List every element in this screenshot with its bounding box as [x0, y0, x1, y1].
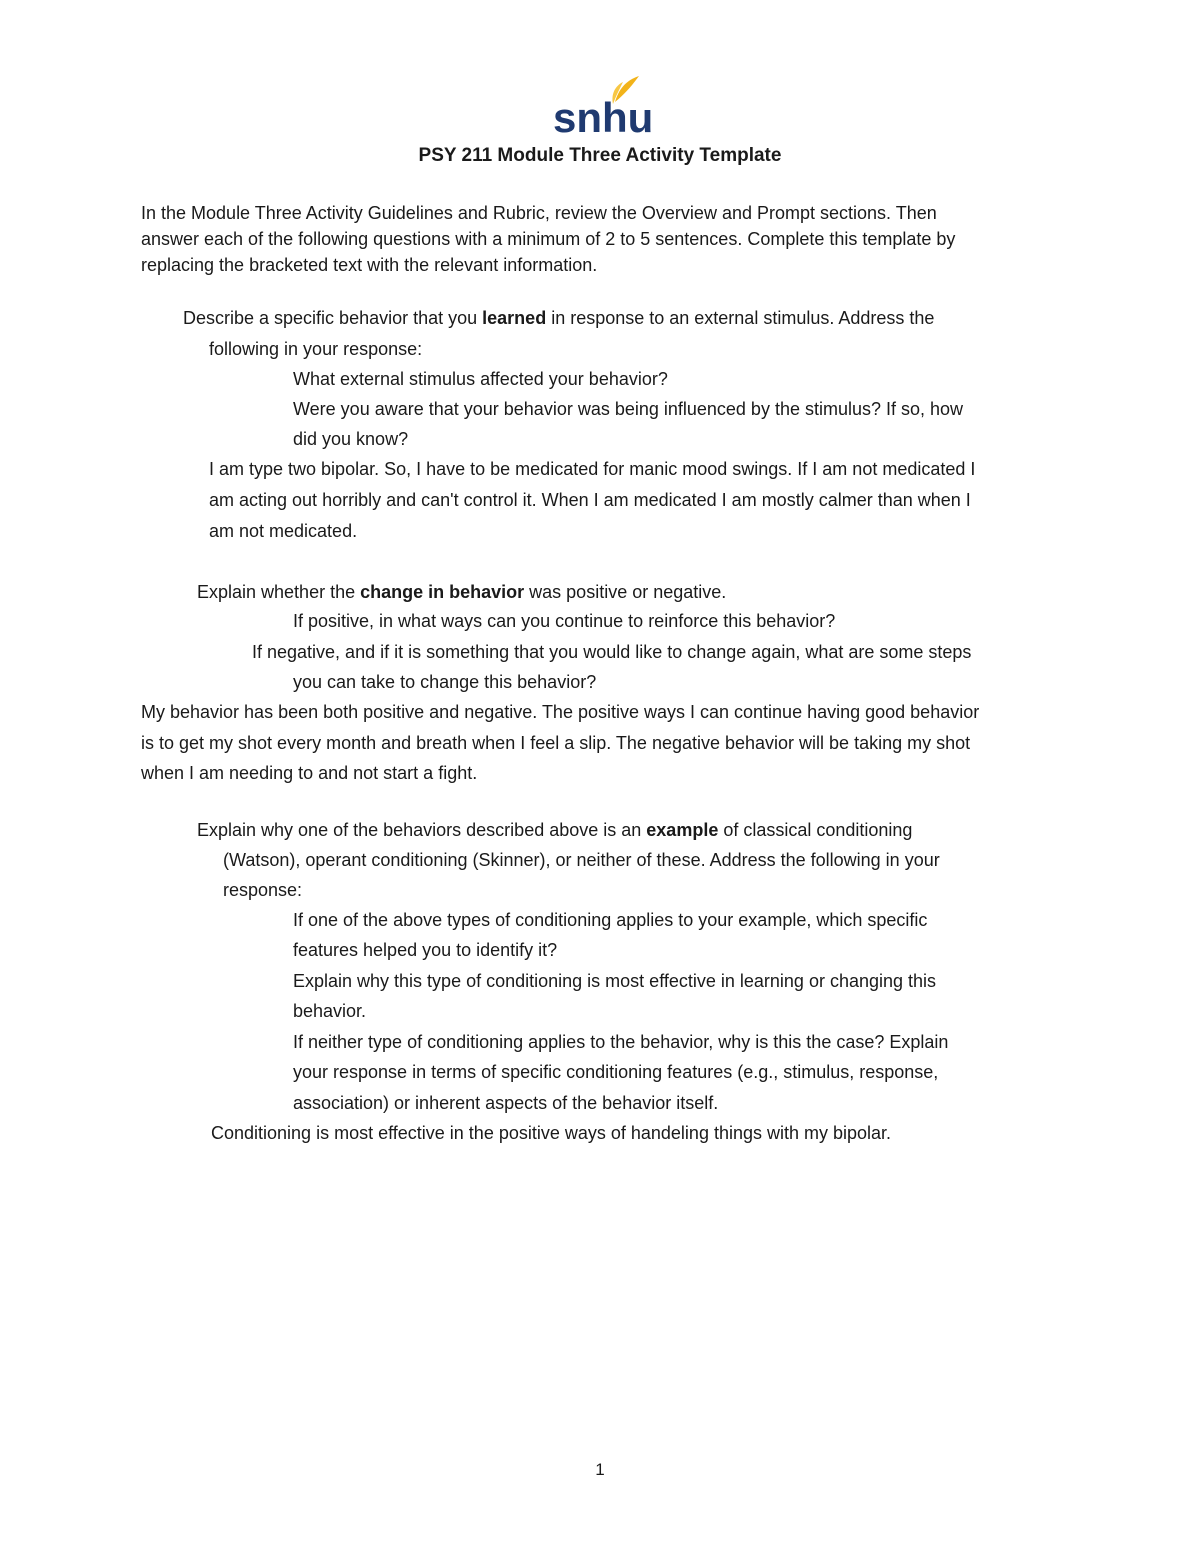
q1-answer-line-3: am not medicated. [209, 521, 358, 541]
q3-bullet-1: If one of the above types of conditioning applies to your example, which specific [293, 910, 928, 930]
q3-prompt-bold: example [646, 820, 719, 840]
q2-answer-line-3: when I am needing to and not start a fight. [141, 763, 478, 783]
page-title: PSY 211 Module Three Activity Template [418, 145, 782, 166]
q3-prompt-line-3: response: [223, 880, 303, 900]
q3-bullet-1-cont: features helped you to identify it? [293, 940, 558, 960]
q1-bullet-2-cont: did you know? [293, 429, 409, 449]
page-number: 1 [595, 1460, 605, 1479]
q2-prompt-text-a: Explain whether the [197, 582, 361, 602]
q2-prompt-bold: change in behavior [360, 582, 525, 602]
q1-answer-line-2: am acting out horribly and can't control it. When I am medicated I am mostly calmer than when I [209, 490, 971, 510]
q1-prompt-line-1 [183, 306, 934, 330]
q1-prompt-text-b: in response to an external stimulus. Address the [546, 308, 935, 328]
snhu-logo-graphic [553, 74, 654, 141]
q3-bullet-3-cont: your response in terms of specific conditioning features (e.g., stimulus, response, [293, 1062, 939, 1082]
q3-prompt-text-b: of classical conditioning [718, 820, 913, 840]
intro-line-2: answer each of the following questions with a minimum of 2 to 5 sentences. Complete this template by [141, 229, 956, 249]
q3-bullet-3-cont-2: association) or inherent aspects of the behavior itself. [293, 1093, 719, 1113]
q2-answer-line-2: is to get my shot every month and breath when I feel a slip. The negative behavior will be taking my shot [141, 733, 971, 753]
q2-bullet-2-cont: you can take to change this behavior? [293, 672, 597, 692]
q2-prompt-text-b: was positive or negative. [524, 582, 727, 602]
q1-bullet-2: Were you aware that your behavior was being influenced by the stimulus? If so, how [293, 399, 964, 419]
logo-text: snhu [553, 94, 654, 141]
q1-answer-line-1: I am type two bipolar. So, I have to be medicated for manic mood swings. If I am not medicated I [209, 459, 976, 479]
q2-bullet-1: If positive, in what ways can you continue to reinforce this behavior? [293, 611, 836, 631]
q3-bullet-2: Explain why this type of conditioning is most effective in learning or changing this [293, 971, 937, 991]
q3-bullet-3: If neither type of conditioning applies to the behavior, why is this the case? Explain [293, 1032, 949, 1052]
q2-bullet-2: If negative, and if it is something that you would like to change again, what are some steps [252, 642, 972, 662]
q1-bullet-1: What external stimulus affected your behavior? [293, 369, 668, 389]
q3-prompt-line-2: (Watson), operant conditioning (Skinner), or neither of these. Address the following in your [223, 850, 940, 870]
q2-prompt-line-1 [197, 580, 726, 604]
q1-prompt-line-2: following in your response: [209, 339, 423, 359]
q3-prompt-text-a: Explain why one of the behaviors described above is an [197, 820, 647, 840]
q3-prompt-line-1 [197, 818, 912, 842]
q3-bullet-2-cont: behavior. [293, 1001, 367, 1021]
intro-line-1: In the Module Three Activity Guidelines and Rubric, review the Overview and Prompt sections. Then [141, 203, 937, 223]
q2-answer-line-1: My behavior has been both positive and negative. The positive ways I can continue having good behavior [141, 702, 980, 722]
intro-line-3: replacing the bracketed text with the relevant information. [141, 255, 598, 275]
snhu-logo [553, 74, 654, 141]
q1-prompt-text-a: Describe a specific behavior that you [183, 308, 483, 328]
q3-answer: Conditioning is most effective in the positive ways of handeling things with my bipolar. [211, 1123, 892, 1143]
q1-prompt-bold: learned [482, 308, 547, 328]
